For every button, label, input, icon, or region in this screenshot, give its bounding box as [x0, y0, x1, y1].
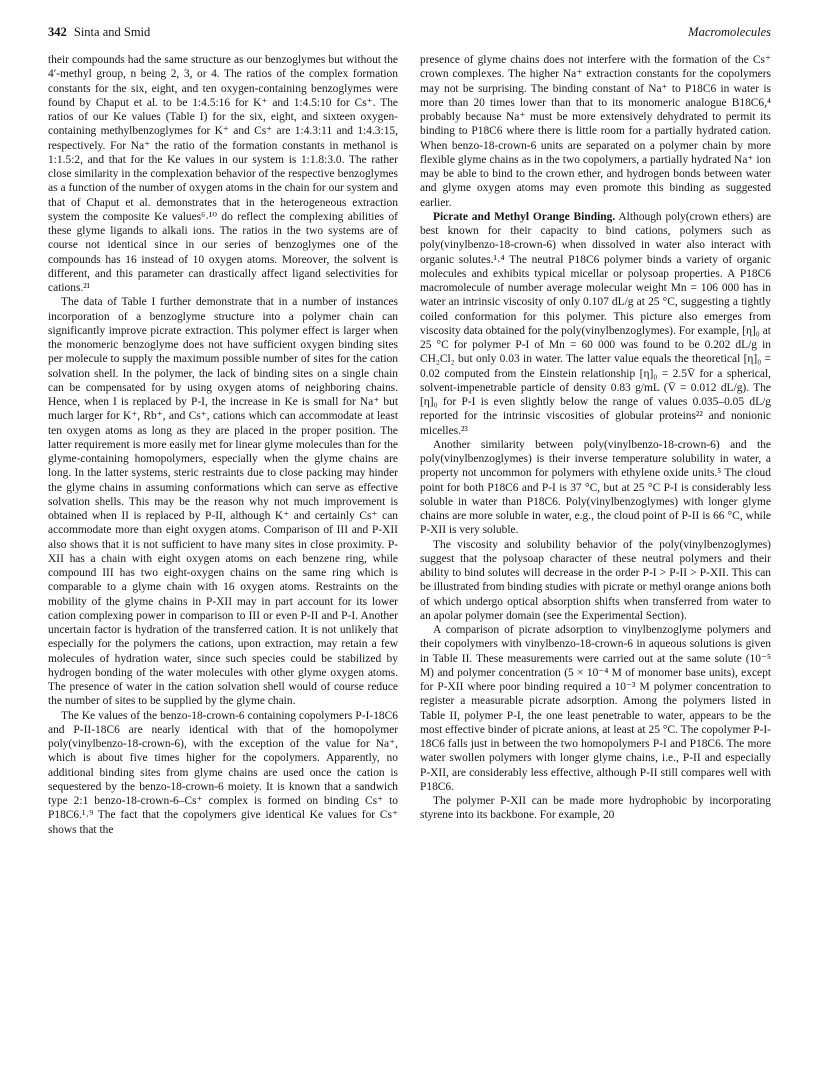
- left-paragraph-2: The data of Table I further demonstrate that in a number of instances incorporation of a benzoglyme structure into a polymer chain can significantly improve picrate extraction. This polymer effect is larger when the monomeric benzoglyme does not have sufficient oxygen binding sites per molecule to supply the maximum possible number of sites for the cation solvation shell. In the polymer, the lack of binding sites on a single chain can be compensated for by using oxygen atoms of neighboring chains. Hence, when I is replaced by P-I, the increase in Ke is small for Na⁺ but much larger for K⁺, Rb⁺, and Cs⁺, cations which can accommodate at least ten oxygen atoms as long as they are placed in the proper position. The latter requirement is more easily met for linear glyme molecules than for the glyme-containing homopolymers, especially when the glyme chains are long. In the latter systems, steric restraints due to close packing may hinder the glyme chains in assuming conformations which can serve as effective solvation shells. This may be the reason why not much improvement is obtained when II is replaced by P-II, although K⁺ and certainly Cs⁺ can accommodate more than eight oxygen atoms. Comparison of III and P-XII also shows that it is not sufficient to have many sites in close proximity. P-XII has a chain with eight oxygen atoms on each benzene ring, while compound III has two eight-oxygen chains on the same ring which is comparable to a glyme chain with 16 oxygen atoms. Restraints on the mobility of the glyme chains in P-XII may in part account for its lower cation complexing power in comparison to III or even P-II and P-I. Another uncertain factor is hydration of the transferred cation. It is not unlikely that especially for the polymers the cations, upon extraction, may retain a few molecules of hydration water, since such species could be stabilized by hydrogen bonding of the water molecules with other glyme oxygen atoms. The presence of water in the cation solvation shell would of course reduce the number of sites to be supplied by the glyme chain.: [48, 296, 398, 708]
- right-paragraph-4: The viscosity and solubility behavior of the poly(vinylbenzoglymes) suggest that the polysoap character of these neutral polymers and their ability to bind solutes will decrease in the order P-I > P-II > P-XII. This can be illustrated from binding studies with picrate or methyl orange anions both of which undergo optical absorption shifts when transferred from water to an apolar polymer domain (see the Experimental Section).: [420, 538, 771, 622]
- left-paragraph-1: their compounds had the same structure as our benzoglymes but without the 4′-methyl group, n being 2, 3, or 4. The ratios of the complex formation constants for the six, eight, and ten oxygen-containing benzoglymes were found by Chaput et al. to be 1:4.5:16 for K⁺ and 1:4.5:10 for Cs⁺. The ratios of our Ke values (Table I) for the six, eight, and sixteen oxygen-containing methylbenzoglymes for K⁺ and Cs⁺ are 1:4.3:11 and 1:4.3:15, respectively. For Na⁺ the ratio of the formation constants in methanol is 1:1.5:2, and that for the Ke values in our system is 1:1.8:3.0. The rather close similarity in the complexation behavior of the respective benzoglymes as a function of the number of oxygen atoms in the chain for our system and that of Chaput et al. demonstrates that in the heterogeneous extraction system the composite Ke values⁶˒¹⁰ do reflect the complexing abilities of these glyme ligands to alkali ions. The ratios in the two systems are of course not identical since in our series of benzoglymes one of the compounds has 16 instead of 10 oxygen atoms. Moreover, the solvent is different, and this parameter can drastically affect ligand selectivities for cations.²¹: [48, 54, 398, 294]
- right-paragraph-5: A comparison of picrate adsorption to vinylbenzoglyme polymers and their copolymers with vinylbenzo-18-crown-6 in aqueous solutions is given in Table II. These measurements were carried out at the same solute (10⁻⁵ M) and polymer concentration (5 × 10⁻⁴ M of monomer base units), except for P-XII where poor binding required a 10⁻³ M polymer concentration to register a measurable picrate adsorption. Among the polymers listed in Table II, polymer P-I, the one least penetrable to water, appears to be the most effective binder of picrate anions, at least at 25 °C. The copolymer P-I-18C6 falls just in between the two homopolymers P-I and P18C6. The more water swollen polymers with longer glyme chains, i.e., P-II and especially P-XII, are considerably less effective, although P-II still compares well with P18C6.: [420, 624, 771, 793]
- header-left: [48, 25, 150, 40]
- page-number: 342: [48, 25, 67, 39]
- section-heading: Picrate and Methyl Orange Binding.: [433, 210, 616, 223]
- section-paragraph-text: Although poly(crown ethers) are best known for their capacity to bind cations, polymers such as poly(vinylbenzo-18-crown-6) when dissolved in water also interact with organic solutes.¹˒⁴ The neutral P18C6 polymer binds a variety of organic molecules and exhibits typical micellar or polysoap properties. A P18C6 macromolecule of number average molecular weight Mn = 106 000 has in water an intrinsic viscosity of only 0.107 dL/g at 25 °C, suggesting a tightly coiled conformation for this polymer. This picture also emerges from viscosity data obtained for the poly(vinylbenzoglymes). For example, [η]₀ at 25 °C for polymer P-I of Mn = 60 000 was found to be 0.202 dL/g in CH₂Cl₂ but only 0.03 in water. The latter value equals the theoretical [η]₀ = 0.02 computed from the Einstein relationship [η]₀ = 2.5V̄ for a spherical, solvent-impenetrable particle of density 0.83 g/mL (V̄ = 0.012 dL/g). The [η]₀ for P-I is even slightly below the range of values 0.035–0.05 dL/g reported for the intrinsic viscosities of globular proteins²² and nonionic micelles.²³: [420, 210, 771, 437]
- right-paragraph-6: The polymer P-XII can be made more hydrophobic by incorporating styrene into its backbone. For example, 20: [420, 795, 771, 822]
- right-paragraph-2: [420, 210, 771, 438]
- header-journal: Macromolecules: [688, 25, 771, 39]
- left-paragraph-3: The Ke values of the benzo-18-crown-6 containing copolymers P-I-18C6 and P-II-18C6 are nearly identical with that of the homopolymer poly(vinylbenzo-18-crown-6), with the exception of the value for Na⁺, which is about five times higher for the copolymers. Apparently, no additional binding sites from glyme chains are used once the cation is sequestered by the benzo-18-crown-6 moiety. It is known that a sandwich type 2:1 benzo-18-crown-6–Cs⁺ complex is formed on binding Cs⁺ to P18C6.¹˒⁹ The fact that the copolymers give identical Ke values for Cs⁺ shows that the: [48, 709, 398, 836]
- right-column: [420, 53, 771, 823]
- header-authors: Sinta and Smid: [73, 25, 151, 39]
- running-header: [48, 25, 771, 43]
- right-paragraph-3: Another similarity between poly(vinylbenzo-18-crown-6) and the poly(vinylbenzoglymes) is their inverse temperature solubility in water, a property not uncommon for polymers with ethylene oxide units.⁵ The cloud point for both P18C6 and P-I is 37 °C, but at 25 °C P-I is considerably less soluble in water than P18C6. Poly(vinylbenzoglymes) with longer glyme chains are more soluble in water, e.g., the cloud point of P-II is 66 °C, while P-XII is very soluble.: [420, 438, 771, 537]
- right-paragraph-1: presence of glyme chains does not interfere with the formation of the Cs⁺ crown complexes. The higher Na⁺ extraction constants for the copolymers may not be surprising. The binding constant of Na⁺ to P18C6 in water is more than 20 times lower than that to its monomeric analogue B18C6,⁴ probably because Na⁺ must be more extensively dehydrated to permit its binding to P18C6 where there is little room for a partially hydrated cation. When benzo-18-crown-6 units are separated on a polymer chain by more flexible glyme chains as in the two copolymers, a partially hydrated Na⁺ ion may be able to bind to the crown ether, and hydrogen bonds between water and glyme oxygen atoms may even promote this binding as suggested earlier.: [420, 54, 771, 209]
- left-column: [48, 53, 398, 837]
